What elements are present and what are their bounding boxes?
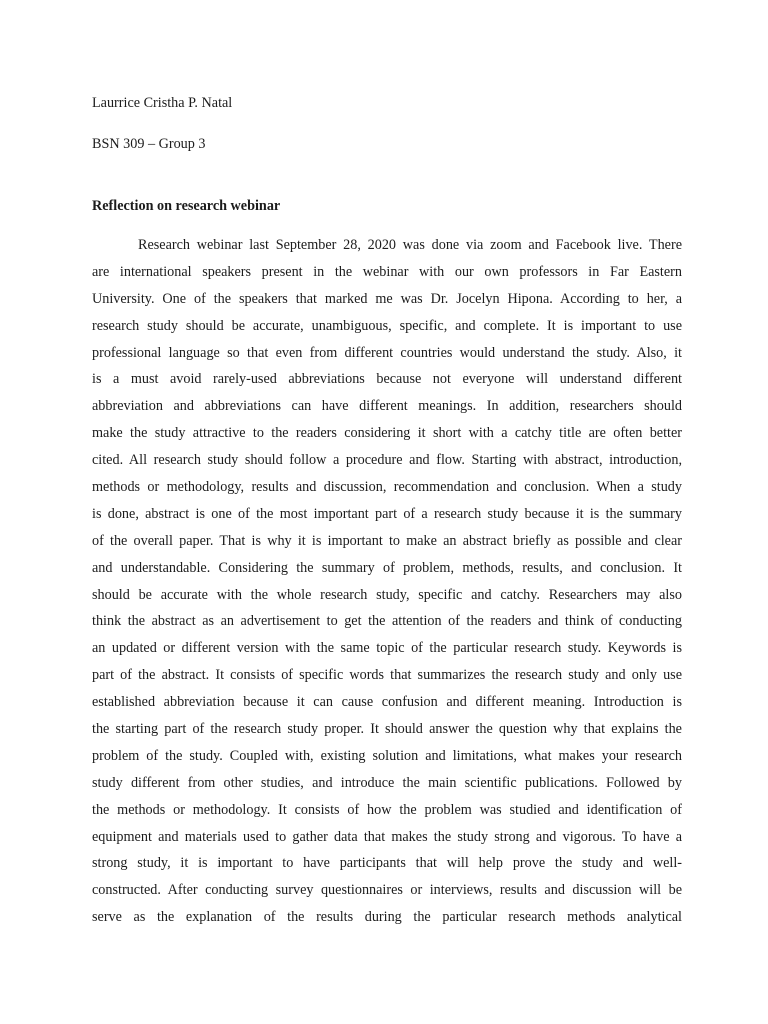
course-group: BSN 309 – Group 3	[92, 136, 206, 152]
body-line: is a must avoid rarely-used abbreviations because not everyone will understand different	[92, 371, 682, 388]
body-line: study different from other studies, and introduce the main scientific publications. Followed by	[92, 774, 682, 791]
body-line: and understandable. Considering the summary of problem, methods, results, and conclusion. It	[92, 559, 682, 576]
body-line: abbreviation and abbreviations can have different meanings. In addition, researchers should	[92, 398, 682, 415]
body-line: established abbreviation because it can cause confusion and different meaning. Introduction is	[92, 694, 682, 711]
body-line: the starting part of the research study proper. It should answer the question why that explains the	[92, 721, 682, 738]
body-line: are international speakers present in the webinar with our own professors in Far Eastern	[92, 263, 682, 280]
body-line: Research webinar last September 28, 2020 was done via zoom and Facebook live. There	[138, 237, 682, 253]
body-line: is done, abstract is one of the most important part of a research study because it is the summary	[92, 505, 682, 522]
body-line: an updated or different version with the same topic of the particular research study. Keywords is	[92, 640, 682, 657]
body-line: research study should be accurate, unambiguous, specific, and complete. It is important to use	[92, 317, 682, 334]
body-line: the methods or methodology. It consists of how the problem was studied and identification of	[92, 801, 682, 818]
body-line: constructed. After conducting survey questionnaires or interviews, results and discussion will be	[92, 882, 682, 899]
reflection-body	[92, 232, 682, 931]
document-title: Reflection on research webinar	[92, 198, 281, 214]
body-line: part of the abstract. It consists of specific words that summarizes the research study and only use	[92, 667, 682, 684]
body-line: of the overall paper. That is why it is important to make an abstract briefly as possible and clear	[92, 532, 682, 549]
body-line: serve as the explanation of the results during the particular research methods analytical	[92, 909, 682, 926]
body-line: should be accurate with the whole research study, specific and catchy. Researchers may also	[92, 586, 682, 603]
body-line: problem of the study. Coupled with, existing solution and limitations, what makes your research	[92, 747, 682, 764]
body-line: strong study, it is important to have participants that will help prove the study and well-	[92, 855, 682, 872]
author-name: Laurrice Cristha P. Natal	[92, 95, 233, 111]
body-line: make the study attractive to the readers considering it short with a catchy title are often better	[92, 425, 682, 442]
body-line: equipment and materials used to gather data that makes the study strong and vigorous. To have a	[92, 828, 682, 845]
body-line: professional language so that even from different countries would understand the study. Also, it	[92, 344, 682, 361]
body-line: University. One of the speakers that marked me was Dr. Jocelyn Hipona. According to her, a	[92, 290, 682, 307]
body-line: cited. All research study should follow a procedure and flow. Starting with abstract, introduction,	[92, 452, 682, 469]
body-line: think the abstract as an advertisement to get the attention of the readers and think of conducting	[92, 613, 682, 630]
body-line: methods or methodology, results and discussion, recommendation and conclusion. When a study	[92, 479, 682, 496]
